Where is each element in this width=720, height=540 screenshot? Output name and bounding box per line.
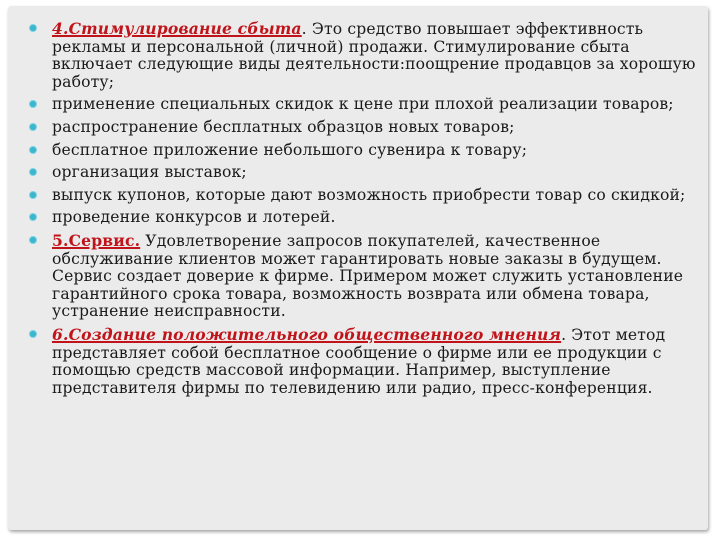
item-text: распространение бесплатных образцов новых товаров; bbox=[52, 117, 515, 136]
item-text: Удовлетворение запросов покупателей, качественное обслуживание клиентов может гарантировать новые заказы в будущем. Сервис создает доверие к фирме. Примером может служить установление гарантийного срока товара, возможность возврата или обмена товара, устранение неисправности. bbox=[52, 231, 684, 321]
list-item bbox=[52, 187, 712, 205]
item-text: выпуск купонов, которые дают возможность приобрести товар со скидкой; bbox=[52, 185, 686, 204]
list-item bbox=[52, 164, 712, 182]
item-text: проведение конкурсов и лотерей. bbox=[52, 208, 336, 227]
item-text: . Это средство повышает эффективность рекламы и персональной (личной) продажи. Стимулирование сбыта включает следующие виды деятельности:поощрение продавцов за хорошую работу; bbox=[52, 20, 696, 91]
list-item bbox=[52, 119, 712, 137]
list-item bbox=[52, 96, 712, 114]
list-item bbox=[52, 209, 712, 227]
bullet-list bbox=[52, 20, 712, 402]
heading-public-opinion: 6.Создание положительного общественного мнения bbox=[52, 324, 562, 344]
item-text: организация выставок; bbox=[52, 163, 247, 182]
item-text: применение специальных скидок к цене при плохой реализации товаров; bbox=[52, 95, 674, 114]
item-text: . Этот метод представляет собой бесплатное сообщение о фирме или ее продукции с помощью средств массовой информации. Например, выступление представителя фирмы по телевидению или радио, пресс-конференция. bbox=[52, 325, 666, 397]
list-item bbox=[52, 142, 712, 160]
heading-service: 5.Сервис. bbox=[52, 230, 141, 250]
content-panel bbox=[8, 6, 708, 530]
list-item-sales-promotion bbox=[52, 20, 712, 91]
list-item-service bbox=[52, 232, 712, 321]
heading-sales-promotion: 4.Стимулирование сбыта bbox=[52, 19, 302, 38]
list-item-public-opinion bbox=[52, 326, 712, 397]
item-text: бесплатное приложение небольшого сувенира к товару; bbox=[52, 140, 528, 159]
